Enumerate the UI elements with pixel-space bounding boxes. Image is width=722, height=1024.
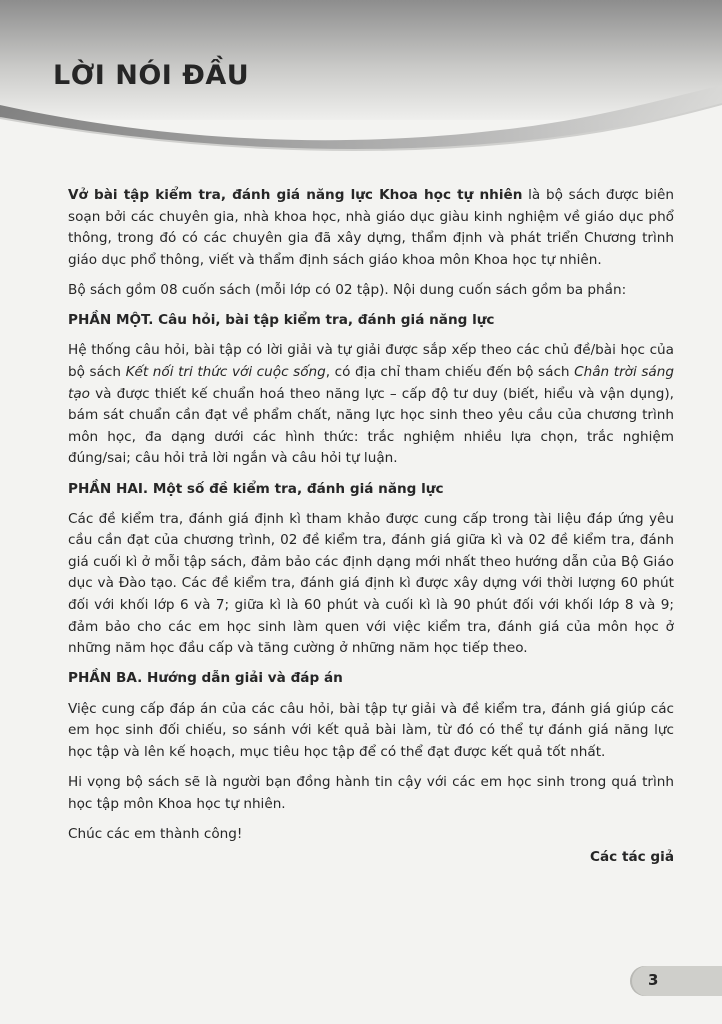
closing-hope: Hi vọng bộ sách sẽ là người bạn đồng hành tin cậy với các em học sinh trong quá trình học tập môn Khoa học tự nhiên. [68, 774, 674, 812]
page-title: LỜI NÓI ĐẦU [53, 60, 250, 91]
page-number-tab [630, 966, 722, 996]
page-number: 3 [648, 971, 659, 989]
part1-italic-b: Chân trời sáng tạo [68, 363, 674, 402]
intro-text: là bộ sách được biên soạn bởi các chuyên gia, nhà khoa học, nhà giáo dục giàu kinh nghiệm về giáo dục phổ thông, trong đó có các chuyên gia đã xây dựng, thẩm định và phát triển Chương trình giáo dục phổ thông, viết và thẩm định sách giáo khoa môn Khoa học tự nhiên. [68, 187, 674, 268]
book-title: Vở bài tập kiểm tra, đánh giá năng lực Khoa học tự nhiên [68, 187, 523, 203]
part1-text-c: và được thiết kế chuẩn hoá theo năng lực – cấp độ tư duy (biết, hiểu và vận dụng), bám sát chuẩn cần đạt về phẩm chất, năng lực học sinh theo yêu cầu của chương trình môn học, đa dạng dưới các hình thức: trắc nghiệm nhiều lựa chọn, trắc nghiệm đúng/sai; câu hỏi trả lời ngắn và câu hỏi tự luận. [68, 385, 674, 467]
closing-wish: Chúc các em thành công! [68, 825, 243, 842]
part2-heading: PHẦN HAI. Một số đề kiểm tra, đánh giá năng lực [68, 480, 444, 497]
part3-paragraph: Việc cung cấp đáp án của các câu hỏi, bài tập tự giải và đề kiểm tra, đánh giá giúp các em học sinh đối chiếu, so sánh với kết quả bài làm, từ đó có thể tự đánh giá năng lực học tập và lên kế hoạch, mục tiêu học tập để có thể đạt được kết quả tốt nhất. [68, 700, 674, 760]
intro-paragraph [68, 185, 674, 271]
part1-text-a: Hệ thống câu hỏi, bài tập có lời giải và tự giải được sắp xếp theo các chủ đề/bài học của bộ sách [68, 342, 674, 380]
part2-paragraph: Các đề kiểm tra, đánh giá định kì tham khảo được cung cấp trong tài liệu đáp ứng yêu cầu cần đạt của chương trình, 02 đề kiểm tra, đánh giá giữa kì và 02 đề kiểm tra, đánh giá cuối kì ở mỗi tập sách, đảm bảo các định dạng mới nhất theo hướng dẫn của Bộ Giáo dục và Đào tạo. Các đề kiểm tra, đánh giá định kì được xây dựng với thời lượng 60 phút đối với khối lớp 6 và 7; giữa kì là 60 phút và cuối kì là 90 phút đối với khối lớp 8 và 9; đảm bảo cho các em học sinh làm quen với việc kiểm tra, đánh giá của môn học ở những năm học đầu cấp và tăng cường ở những năm học tiếp theo. [68, 510, 674, 657]
preface-body [68, 185, 674, 854]
signature: Các tác giả [590, 849, 674, 865]
structure-note: Bộ sách gồm 08 cuốn sách (mỗi lớp có 02 tập). Nội dung cuốn sách gồm ba phần: [68, 281, 627, 298]
part1-italic-a: Kết nối tri thức với cuộc sống [125, 363, 326, 380]
part1-text-b: , có địa chỉ tham chiếu đến bộ sách [325, 363, 575, 380]
part1-paragraph [68, 340, 674, 470]
part3-heading: PHẦN BA. Hướng dẫn giải và đáp án [68, 670, 343, 687]
part1-heading: PHẦN MỘT. Câu hỏi, bài tập kiểm tra, đánh giá năng lực [68, 312, 495, 329]
